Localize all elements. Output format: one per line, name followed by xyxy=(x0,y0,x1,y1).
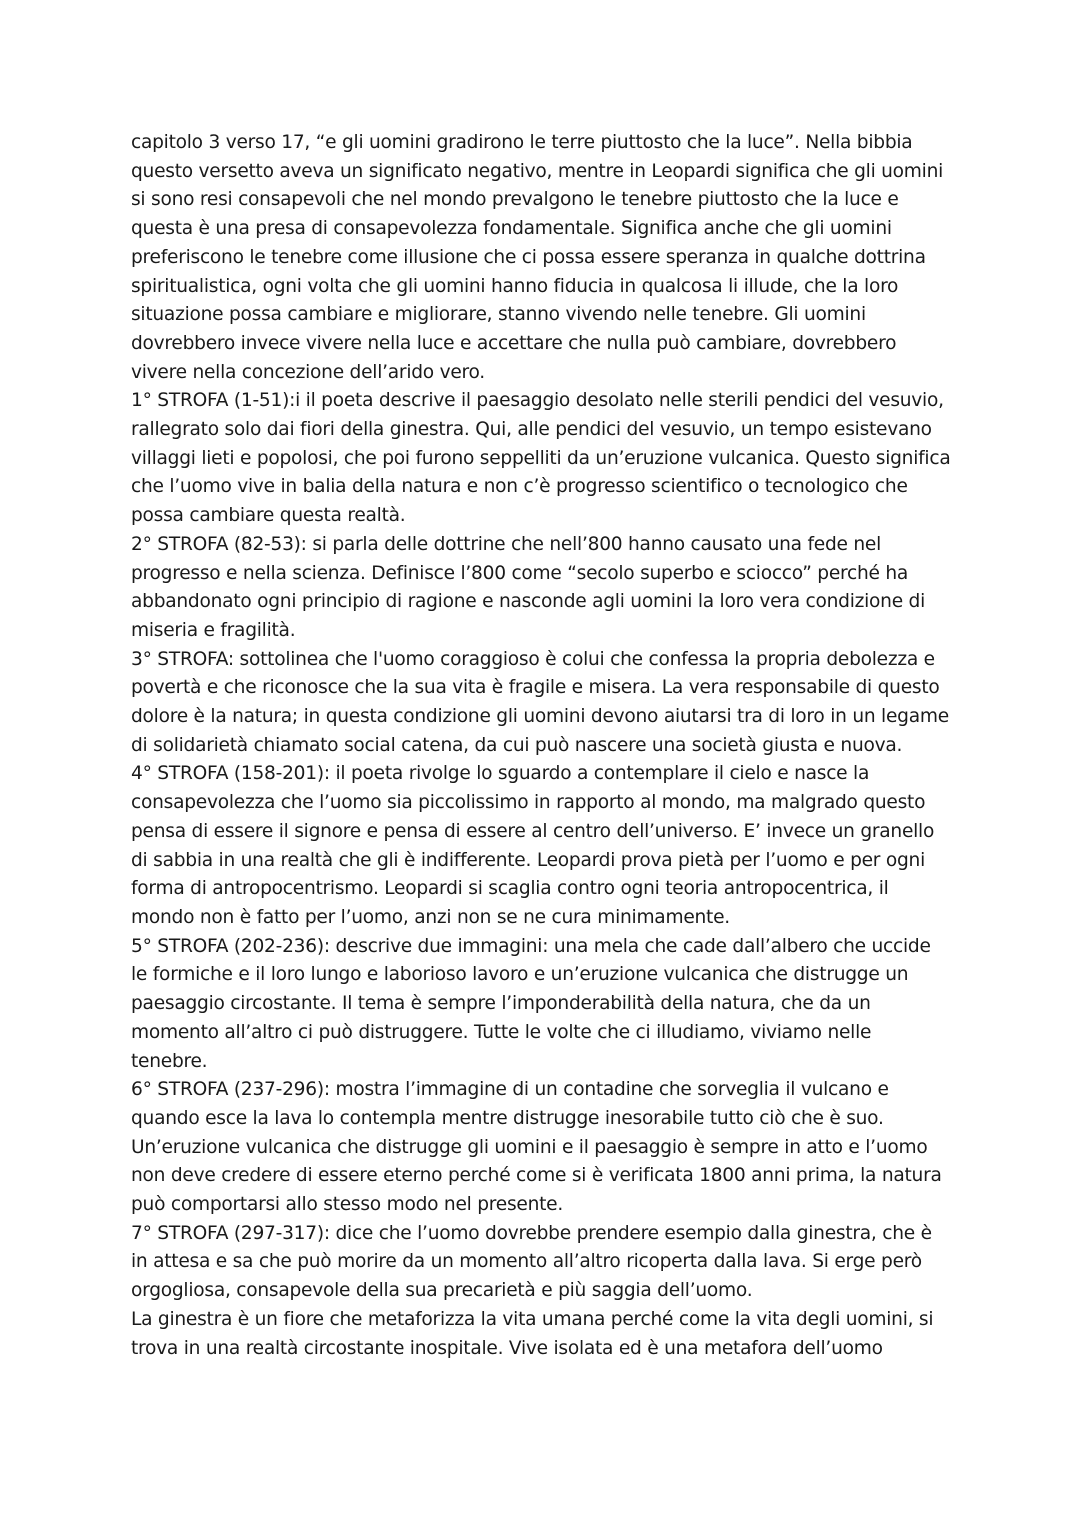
paragraph-bible-verse: capitolo 3 verso 17, “e gli uomini gradirono le terre piuttosto che la luce”. Nella bibbia questo versetto aveva un significato negativo, mentre in Leopardi significa che gli uomini si sono resi consapevoli che nel mondo prevalgono le tenebre piuttosto che la luce e questa è una presa di consapevolezza fondamentale. Significa anche che gli uomini preferiscono le tenebre come illusione che ci possa essere speranza in qualche dottrina spiritualistica, ogni volta che gli uomini hanno fiducia in qualcosa li illude, che la loro situazione possa cambiare e migliorare, stanno vivendo nelle tenebre. Gli uomini dovrebbero invece vivere nella luce e accettare che nulla può cambiare, dovrebbero vivere nella concezione dell’arido vero. xyxy=(131,132,944,383)
paragraph-strofa-6: 6° STROFA (237-296): mostra l’immagine di un contadine che sorveglia il vulcano e quando esce la lava lo contempla mentre distrugge inesorabile tutto ciò che è suo. Un’eruzione vulcanica che distrugge gli uomini e il paesaggio è sempre in atto e l’uomo non deve credere di essere eterno perché come si è verificata 1800 anni prima, la natura può comportarsi allo stesso modo nel presente. xyxy=(131,1079,942,1216)
paragraph-strofa-7: 7° STROFA (297-317): dice che l’uomo dovrebbe prendere esempio dalla ginestra, che è in attesa e sa che può morire da un momento all’altro ricoperta dalla lava. Si erge però orgogliosa, consapevole della sua precarietà e più saggia dell’uomo. xyxy=(131,1222,932,1302)
paragraph-ginestra: La ginestra è un fiore che metaforizza la vita umana perché come la vita degli uomini, si trova in una realtà circostante inospitale. Vive isolata ed è una metafora dell’uomo xyxy=(131,1308,934,1359)
paragraph-strofa-3: 3° STROFA: sottolinea che l'uomo coraggioso è colui che confessa la propria debolezza e povertà e che riconosce che la sua vita è fragile e misera. La vera responsabile di questo dolore è la natura; in questa condizione gli uomini devono aiutarsi tra di loro in un legame di solidarietà chiamato social catena, da cui può nascere una società giusta e nuova. xyxy=(131,648,949,756)
paragraph-strofa-4: 4° STROFA (158-201): il poeta rivolge lo sguardo a contemplare il cielo e nasce la consapevolezza che l’uomo sia piccolissimo in rapporto al mondo, ma malgrado questo pensa di essere il signore e pensa di essere al centro dell’universo. E’ invece un granello di sabbia in una realtà che gli è indifferente. Leopardi prova pietà per l’uomo e per ogni forma di antropocentrismo. Leopardi si scaglia contro ogni teoria antropocentrica, il mondo non è fatto per l’uomo, anzi non se ne cura minimamente. xyxy=(131,763,935,928)
paragraph-strofa-5: 5° STROFA (202-236): descrive due immagini: una mela che cade dall’albero che uccide le formiche e il loro lungo e laborioso lavoro e un’eruzione vulcanica che distrugge un paesaggio circostante. Il tema è sempre l’imponderabilità della natura, che da un momento all’altro ci può distruggere. Tutte le volte che ci illudiamo, viviamo nelle tenebre. xyxy=(131,935,931,1072)
document-body xyxy=(131,129,951,1363)
paragraph-strofa-2: 2° STROFA (82-53): si parla delle dottrine che nell’800 hanno causato una fede nel progresso e nella scienza. Definisce l’800 come “secolo superbo e sciocco” perché ha abbandonato ogni principio di ragione e nasconde agli uomini la loro vera condizione di miseria e fragilità. xyxy=(131,533,926,641)
paragraph-strofa-1: 1° STROFA (1-51):i il poeta descrive il paesaggio desolato nelle sterili pendici del vesuvio, rallegrato solo dai fiori della ginestra. Qui, alle pendici del vesuvio, un tempo esistevano villaggi lieti e popolosi, che poi furono seppelliti da un’eruzione vulcanica. Questo significa che l’uomo vive in balia della natura e non c’è progresso scientifico o tecnologico che possa cambiare questa realtà. xyxy=(131,390,951,527)
